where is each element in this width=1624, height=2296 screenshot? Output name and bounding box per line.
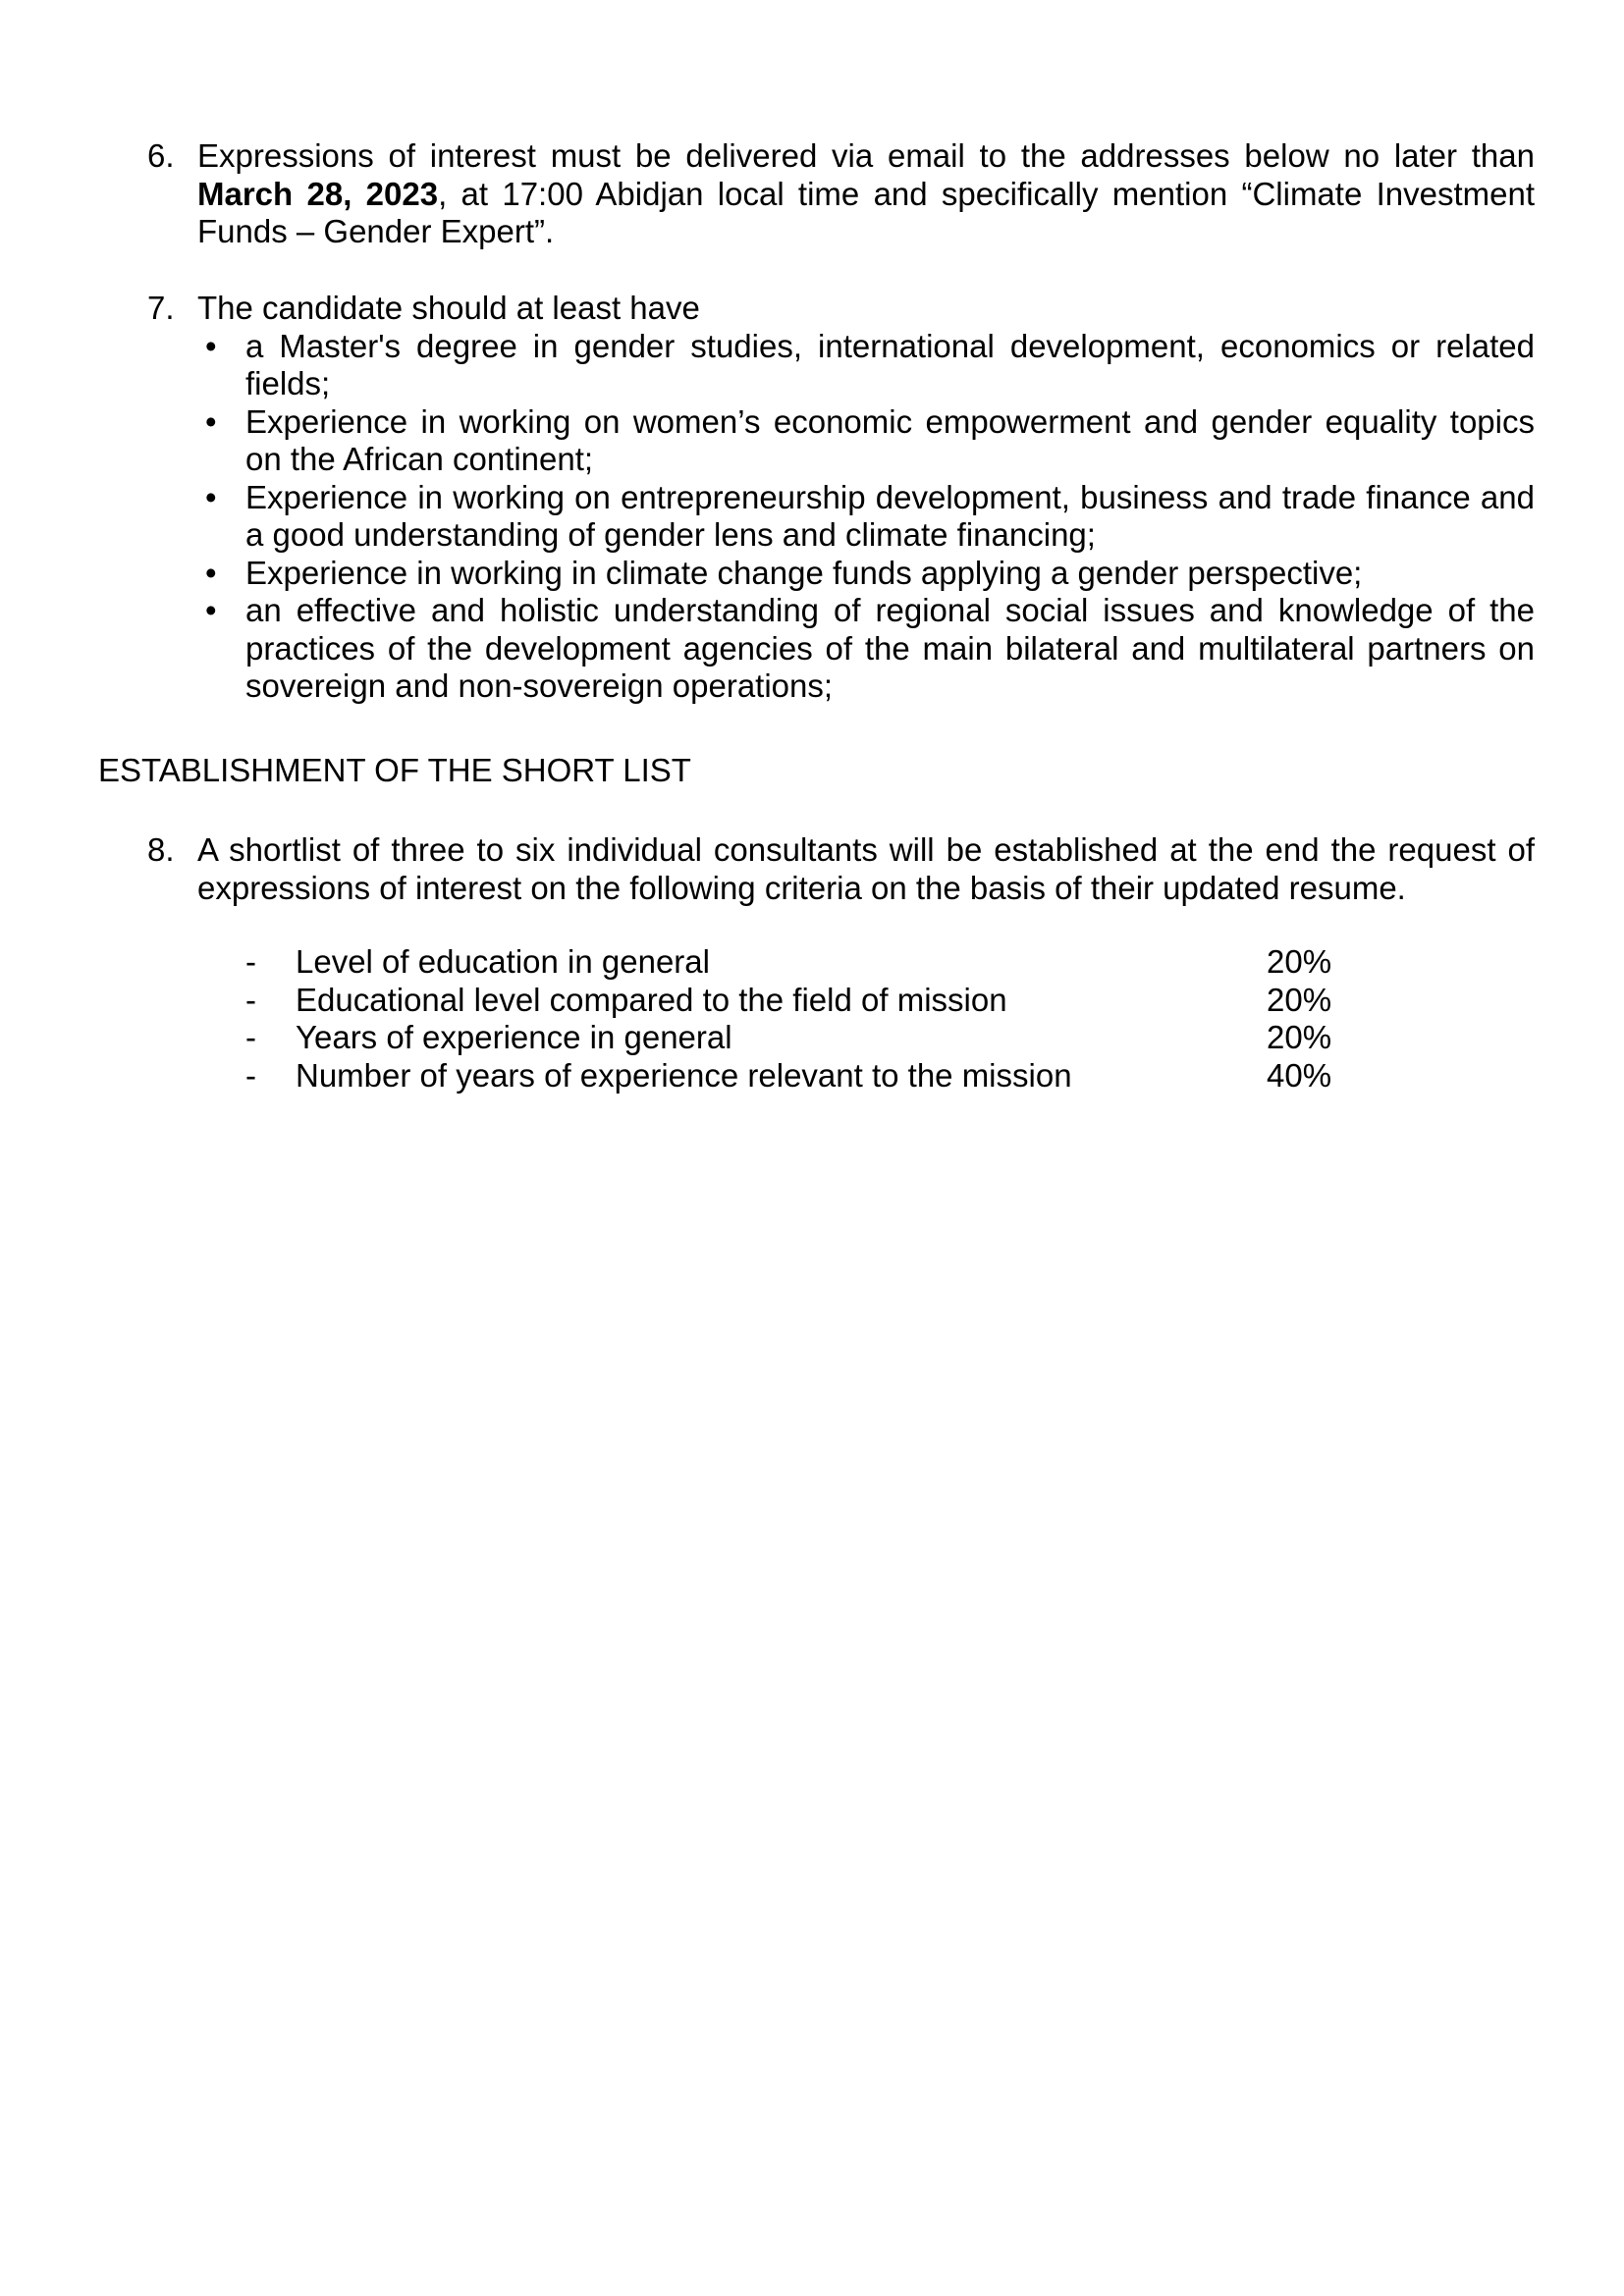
item-7-intro: The candidate should at least have bbox=[197, 290, 700, 326]
criterion-label: Educational level compared to the field of mission bbox=[296, 981, 1007, 1018]
list-item-6 bbox=[147, 137, 1535, 251]
item-6-text-after: , at 17:00 Abidjan local time and specifically mention “Climate Investment Funds – Gender Expert”. bbox=[197, 175, 1536, 249]
criterion-label: Years of experience in general bbox=[296, 1019, 732, 1055]
requirement-text: Experience in working in climate change funds applying a gender perspective; bbox=[245, 554, 1363, 591]
criterion-label: Level of education in general bbox=[296, 943, 710, 980]
bullet-icon: • bbox=[205, 478, 217, 515]
criterion-weight: 20% bbox=[1267, 1019, 1332, 1055]
table-row bbox=[245, 982, 1335, 1020]
requirement-text: Experience in working on women’s economic empowerment and gender equality topics on the African continent; bbox=[245, 402, 1535, 477]
item-number: 7. bbox=[147, 290, 175, 326]
item-8-paragraph: A shortlist of three to six individual consultants will be established at the end the request of expressions of interest on the following criteria on the basis of their updated resume. bbox=[197, 831, 1535, 906]
dash-marker: - bbox=[245, 943, 256, 980]
list-item bbox=[147, 555, 1535, 593]
criterion-label: Number of years of experience relevant to the mission bbox=[296, 1056, 1072, 1094]
section-heading: ESTABLISHMENT OF THE SHORT LIST bbox=[98, 752, 691, 788]
bullet-icon: • bbox=[205, 554, 217, 591]
requirement-text: a Master's degree in gender studies, international development, economics or related fields; bbox=[245, 327, 1535, 401]
criterion-weight: 40% bbox=[1267, 1056, 1332, 1094]
bullet-icon: • bbox=[205, 402, 217, 440]
list-item bbox=[147, 403, 1535, 479]
list-item bbox=[147, 479, 1535, 555]
criterion-weight: 20% bbox=[1267, 943, 1332, 980]
item-6-paragraph bbox=[197, 137, 1535, 251]
list-item-7 bbox=[147, 290, 1535, 706]
list-item-8 bbox=[147, 831, 1535, 907]
table-row bbox=[245, 943, 1335, 982]
criterion-weight: 20% bbox=[1267, 981, 1332, 1018]
requirement-text: Experience in working on entrepreneurship development, business and trade finance and a good understanding of gender lens and climate financing; bbox=[245, 478, 1535, 553]
table-row bbox=[245, 1057, 1335, 1095]
bullet-icon: • bbox=[205, 592, 217, 628]
shortlist-criteria-table bbox=[245, 943, 1335, 1095]
dash-marker: - bbox=[245, 1056, 256, 1094]
table-row bbox=[245, 1019, 1335, 1057]
item-6-text-before: Expressions of interest must be delivered via email to the addresses below no later than bbox=[197, 137, 1535, 174]
deadline-date: March 28, 2023 bbox=[197, 175, 439, 212]
candidate-requirements-list bbox=[147, 328, 1535, 706]
bullet-icon: • bbox=[205, 327, 217, 364]
dash-marker: - bbox=[245, 981, 256, 1018]
item-number: 8. bbox=[147, 831, 175, 868]
dash-marker: - bbox=[245, 1019, 256, 1055]
list-item bbox=[147, 328, 1535, 403]
requirement-text: an effective and holistic understanding of regional social issues and knowledge of the practices of the development agencies of the main bilateral and multilateral partners on sovereign and non-sovereign operations; bbox=[245, 592, 1535, 704]
list-item bbox=[147, 592, 1535, 706]
item-number: 6. bbox=[147, 137, 175, 174]
